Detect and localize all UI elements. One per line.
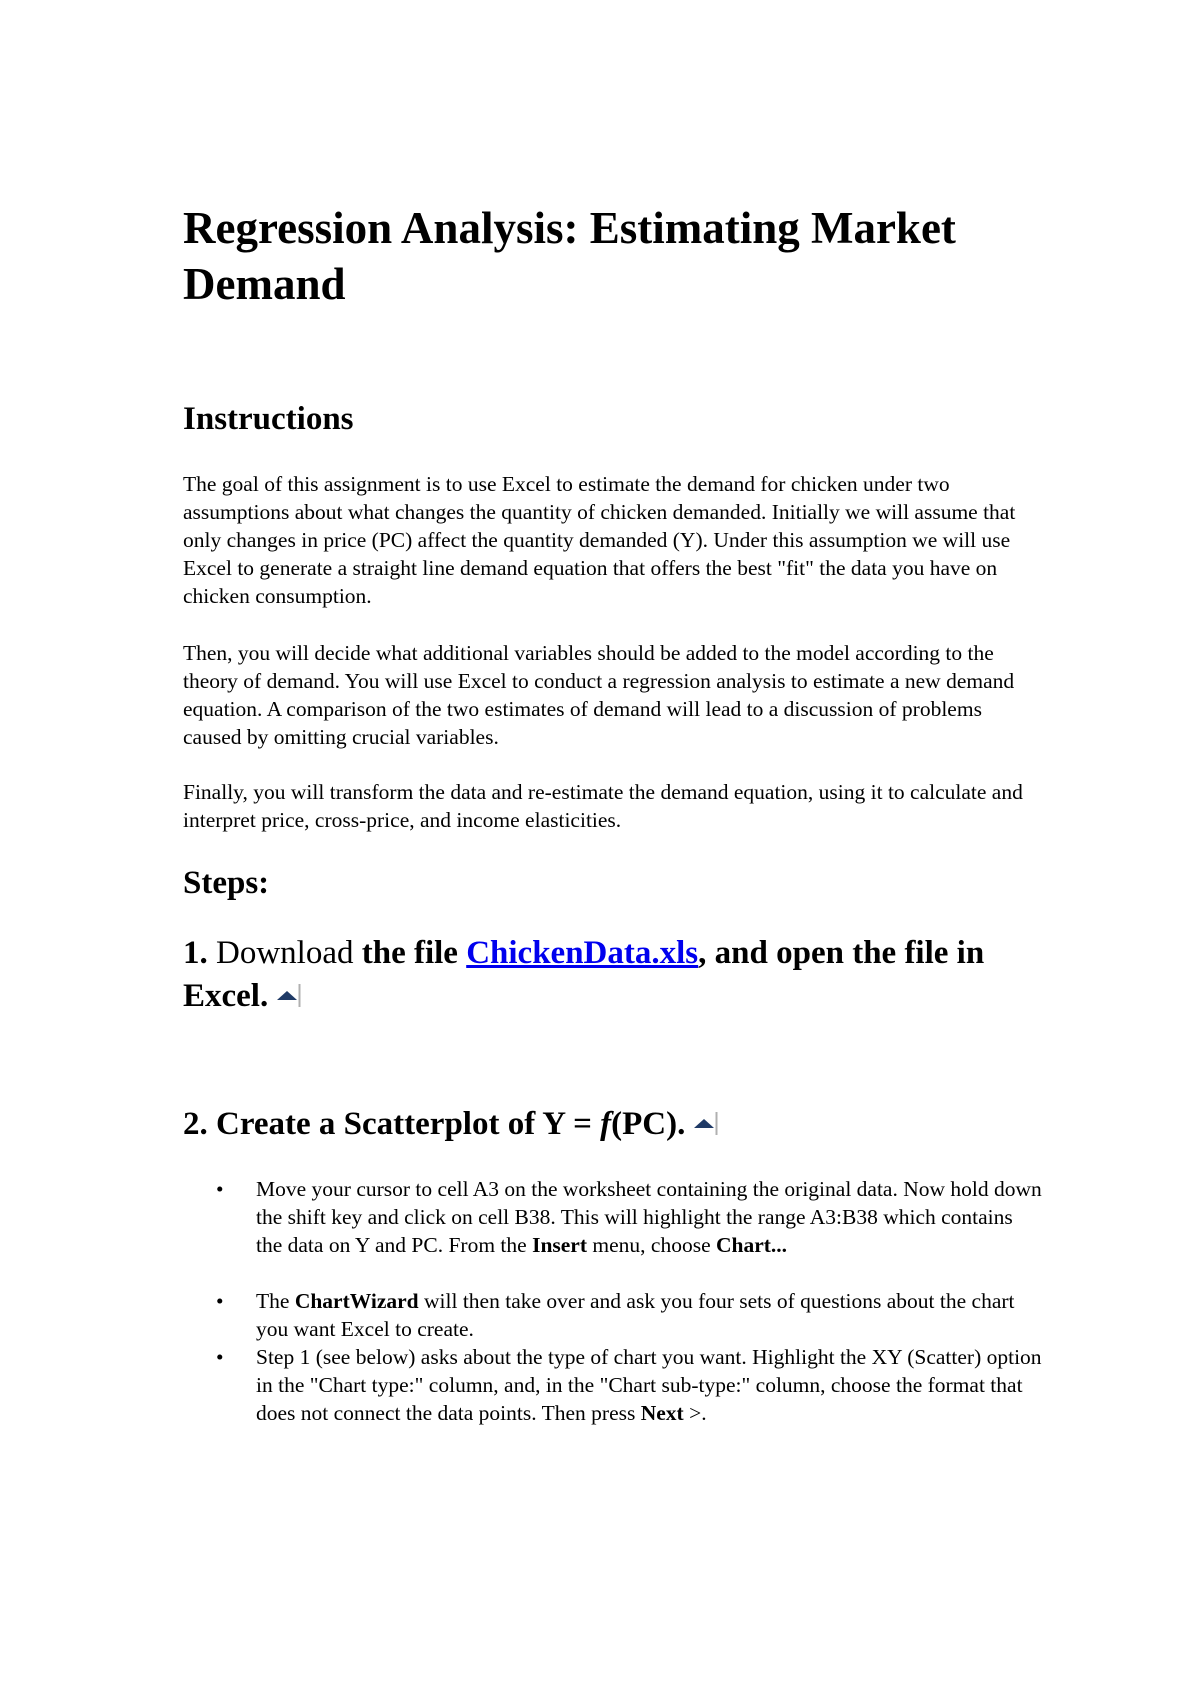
step-1-number: 1. (183, 935, 208, 971)
list-item-bold: ChartWizard (294, 1289, 419, 1313)
list-item (183, 1343, 1043, 1427)
step-2-function: f (600, 1106, 612, 1142)
document-title: Regression Analysis: Estimating Market Demand (183, 203, 956, 309)
step-1-text-before-link: the file (361, 935, 458, 971)
bullet-icon: • (216, 1345, 224, 1369)
back-to-top-icon[interactable] (693, 1106, 719, 1136)
step-2-instructions-list (183, 1175, 1043, 1427)
chickendata-link[interactable]: ChickenData.xls (466, 935, 699, 971)
paragraph-additional-variables: Then, you will decide what additional variables should be added to the model according to the theory of demand. You will use Excel to conduct a regression analysis to estimate a new demand equation. A comparison of the two estimates of demand will lead to a discussion of problems caused by omitting crucial variables. (183, 641, 1015, 749)
list-item-text: menu, choose (592, 1233, 711, 1257)
instructions-heading: Instructions (183, 401, 354, 437)
paragraph-transform: Finally, you will transform the data and re-estimate the demand equation, using it to calculate and interpret price, cross-price, and income elasticities. (183, 780, 1023, 832)
step-1-text-after-link: , and open the file in Excel. (183, 935, 985, 1014)
step-1-heading (183, 932, 1043, 1018)
list-item (183, 1175, 1043, 1259)
step-1-verb: Download (216, 935, 354, 971)
list-item (183, 1287, 1043, 1343)
bullet-icon: • (216, 1177, 224, 1201)
back-to-top-icon[interactable] (276, 978, 302, 1008)
steps-heading: Steps: (183, 865, 270, 901)
bullet-icon: • (216, 1289, 224, 1313)
paragraph-goal: The goal of this assignment is to use Excel to estimate the demand for chicken under two assumptions about what changes the quantity of chicken demanded. Initially we will assume that only changes in price (PC) affect the quantity demanded (Y). Under this assumption we will use Excel to generate a straight line demand equation that offers the best "fit" the data you have on chicken consumption. (183, 472, 1016, 608)
list-item-bold: Chart... (715, 1233, 788, 1257)
list-item-text: >. (689, 1401, 707, 1425)
list-item-text: will then take over and ask you four sets of questions about the chart you want Excel to create. (256, 1289, 1015, 1341)
step-2-prefix: 2. Create a Scatterplot of Y = (183, 1106, 592, 1142)
list-item-text: The (256, 1289, 290, 1313)
list-item-text: Move your cursor to cell A3 on the worksheet containing the original data. Now hold down the shift key and click on cell B38. This will highlight the range A3:B38 which contains the data on Y and PC. From the (256, 1177, 1042, 1257)
list-item-bold: Next (640, 1401, 684, 1425)
list-item-text: Step 1 (see below) asks about the type of chart you want. Highlight the XY (Scatter) option in the "Chart type:" column, and, in the "Chart sub-type:" column, choose the format that does not connect the data points. Then press (256, 1345, 1042, 1425)
list-item-bold: Insert (532, 1233, 588, 1257)
step-2-heading (183, 1103, 1043, 1146)
step-2-suffix: (PC). (611, 1106, 686, 1142)
